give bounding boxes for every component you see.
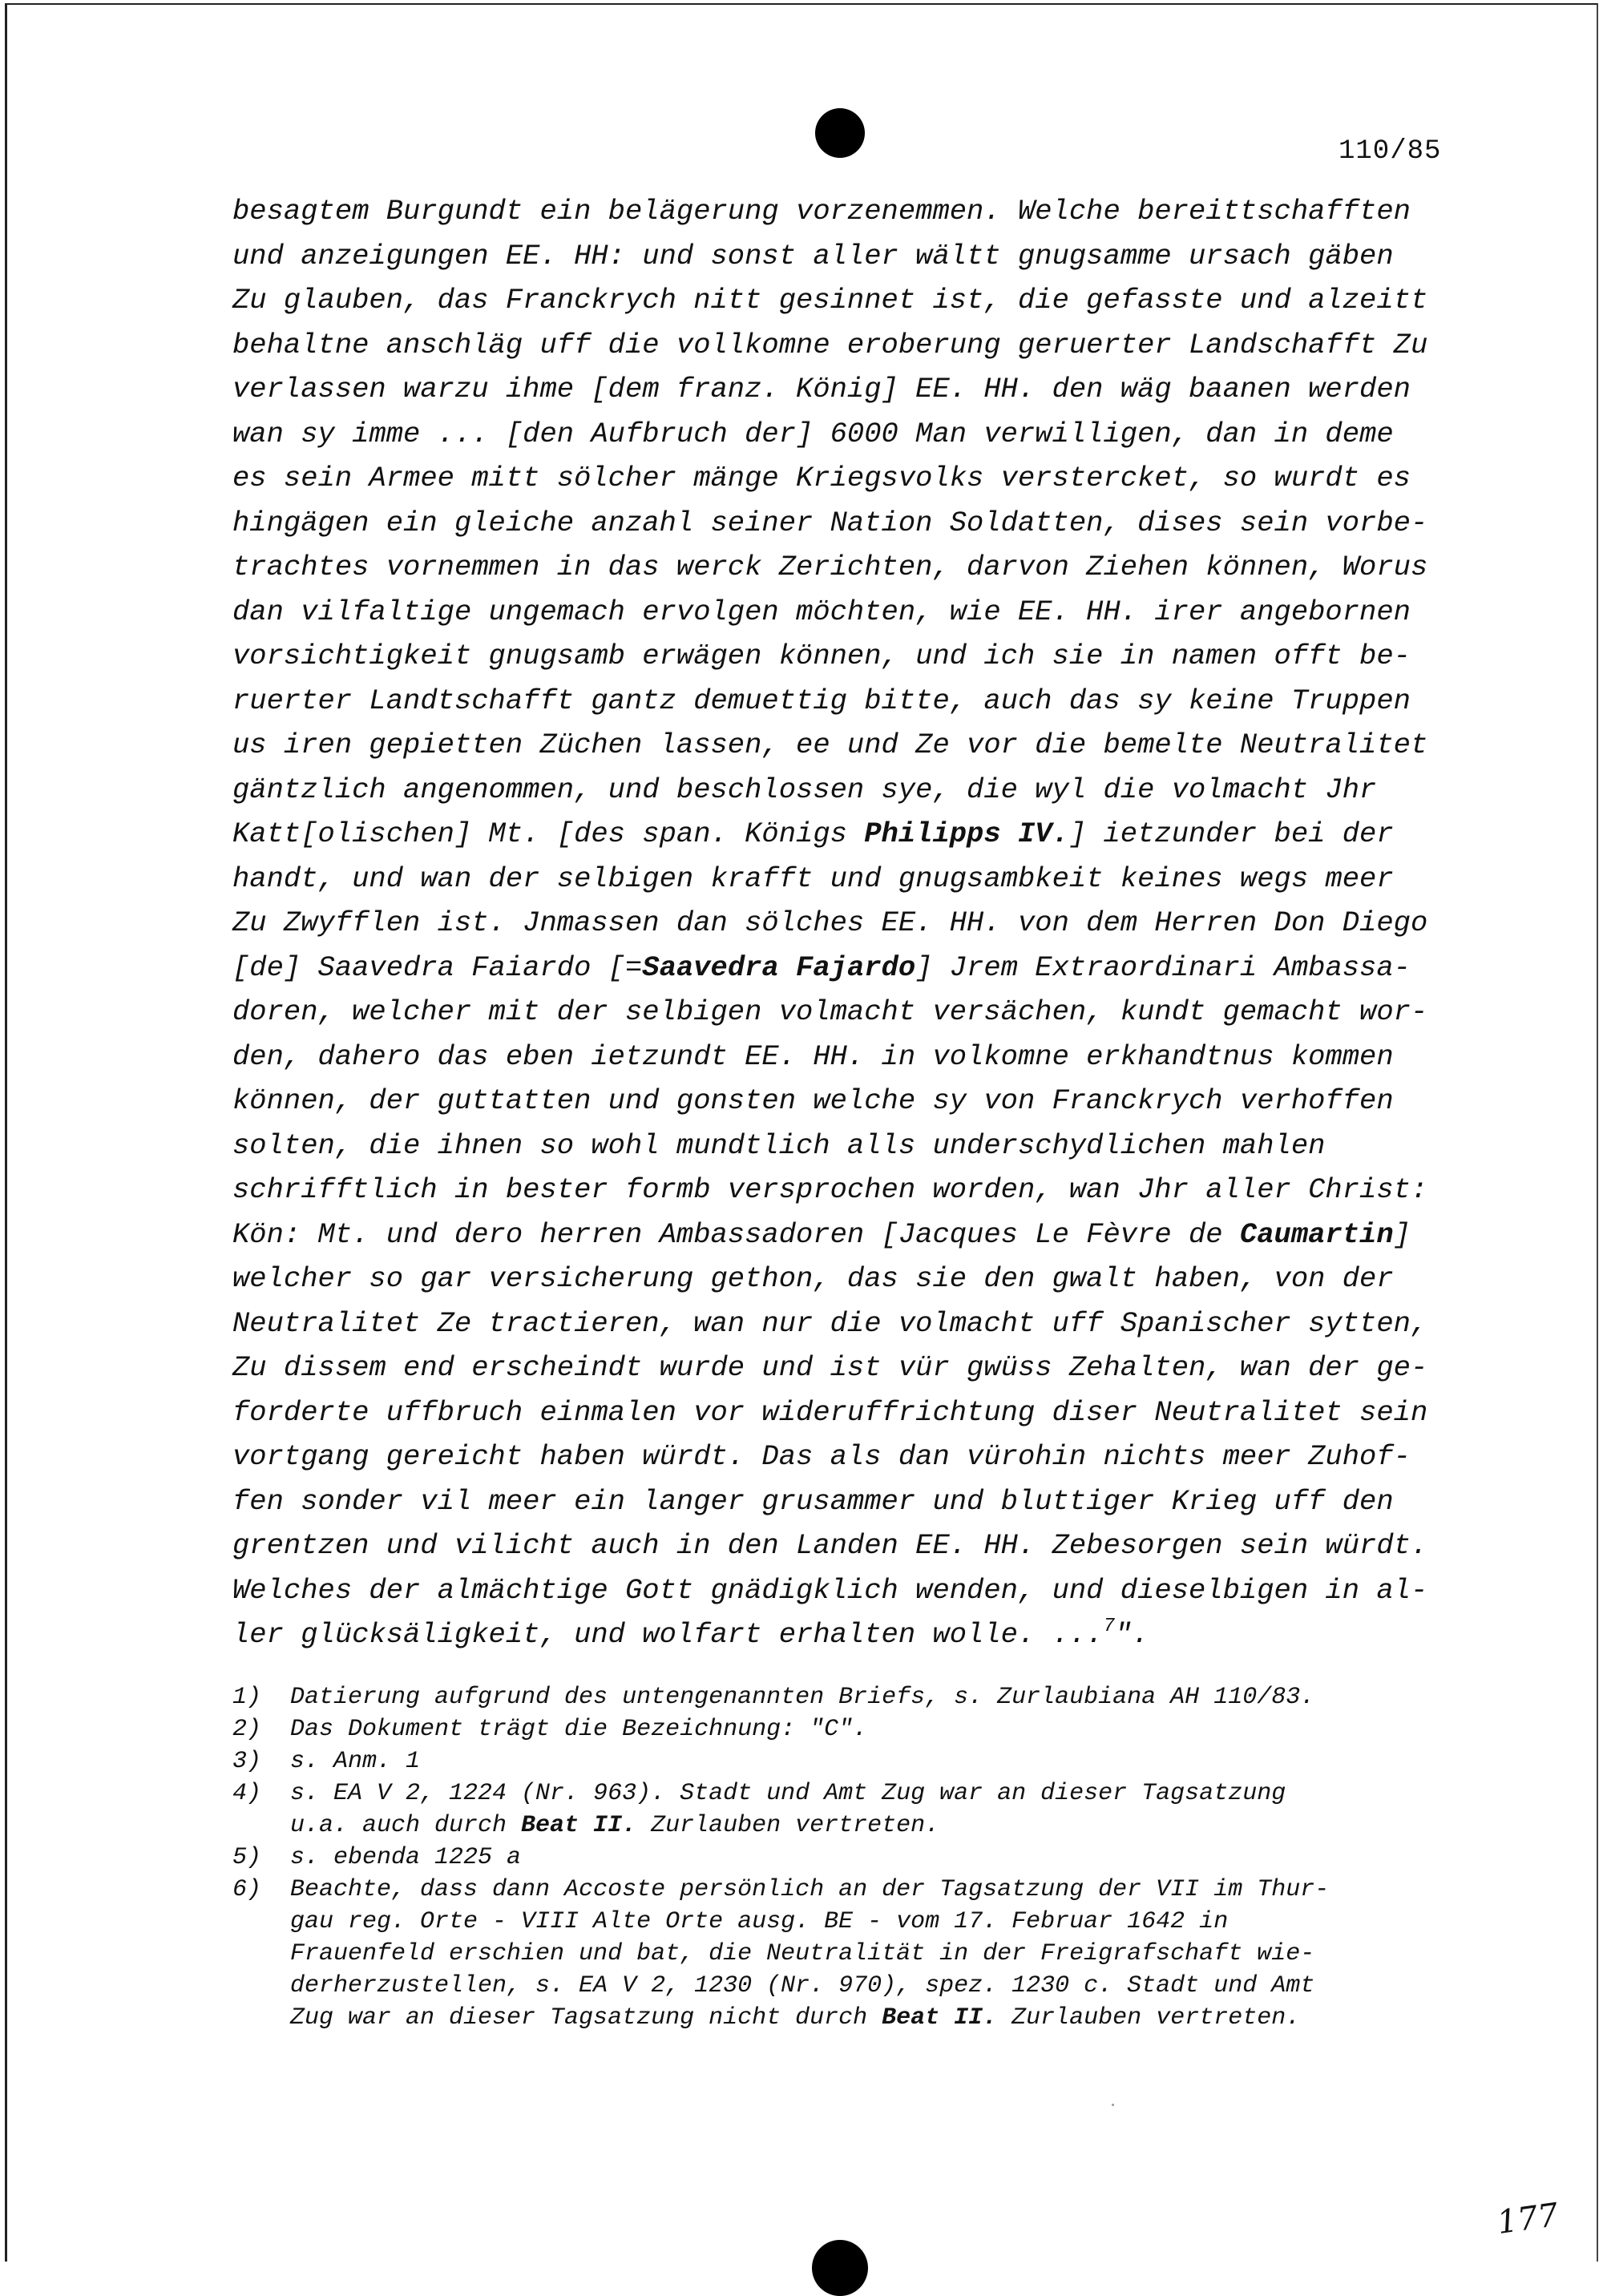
punch-hole-bottom [812,2240,868,2296]
text-line: solten, die ihnen so wohl mundtlich alls underschydlichen mahlen [232,1128,1326,1162]
text-line: den, dahero das eben ietzundt EE. HH. in volkomne erkhandtnus kommen [232,1039,1394,1073]
footnote-5: 5) s. ebenda 1225 a [232,1844,522,1871]
text-line: Kön: Mt. und dero herren Ambassadoren [Jacques Le Fèvre de Caumartin] [232,1217,1411,1251]
text-line: hingägen ein gleiche anzahl seiner Nation Soldatten, dises sein vorbe- [232,506,1428,539]
page-number: 110/85 [1339,136,1442,167]
bold-name: Philipps IV. [864,817,1069,850]
text-line: Zu Zwyfflen ist. Jnmassen dan sölches EE. HH. von dem Herren Don Diego [232,906,1428,939]
footnotes [232,1681,1483,2034]
handwritten-folio-number: 177 [1495,2196,1561,2242]
text-line: besagtem Burgundt ein belägerung vorzenemmen. Welche bereittschafften [232,195,1411,228]
bold-name: Caumartin [1239,1217,1394,1251]
text-line: dan vilfaltige ungemach ervolgen möchten, wie EE. HH. irer angebornen [232,595,1411,628]
text-line: [de] Saavedra Faiardo [=Saavedra Fajardo] Jrem Extraordinari Ambassa- [232,950,1411,984]
footnote-6: 6) Beachte, dass dann Accoste persönlich an der Tagsatzung der VII im Thur- gau reg. Orte - VIII Alte Orte ausg. BE - vom 17. Februar 1642 in Frauenfeld erschien und bat, die Neutralität in der Freigrafschaft wie- derherzustellen, s. EA V 2, 1230 (Nr. 970), spez. 1230 c. Stadt und Amt Zug war an dieser Tagsatzung nicht durch Beat II. Zurlauben vertreten. [232,1876,1330,2032]
text-line: behaltne anschläg uff die vollkomne eroberung geruerter Landschafft Zu [232,328,1428,361]
text-line: Zu dissem end erscheindt wurde und ist vür gwüss Zehalten, wan der ge- [232,1351,1428,1384]
text-line: doren, welcher mit der selbigen volmacht versächen, kundt gemacht wor- [232,995,1428,1028]
text-line: us iren gepietten Züchen lassen, ee und Ze vor die bemelte Neutralitet [232,728,1428,761]
text-line: können, der guttatten und gonsten welche sy von Franckrych verhoffen [232,1084,1394,1117]
footnote-2: 2) Das Dokument trägt die Bezeichnung: "C". [232,1716,868,1743]
footnote-3: 3) s. Anm. 1 [232,1748,421,1775]
footnote-ref: 7 [1103,1616,1115,1637]
footnote-4: 4) s. EA V 2, 1224 (Nr. 963). Stadt und Amt Zug war an dieser Tagsatzung u.a. auch durch Beat II. Zurlauben vertreten. [232,1780,1286,1839]
text-line: Neutralitet Ze tractieren, wan nur die volmacht uff Spanischer sytten, [232,1306,1428,1340]
scan-speck [1112,2104,1114,2106]
text-line: welcher so gar versicherung gethon, das sie den gwalt haben, von der [232,1262,1394,1295]
text-line: vortgang gereicht haben würdt. Das als dan vürohin nichts meer Zuhof- [232,1440,1411,1473]
text-line: Welches der almächtige Gott gnädigklich wenden, und dieselbigen in al- [232,1573,1428,1607]
main-text [232,189,1467,1657]
text-line: grentzen und vilicht auch in den Landen EE. HH. Zebesorgen sein würdt. [232,1529,1428,1562]
text-line: ler glücksäligkeit, und wolfart erhalten wolle. ...$^7$". [232,1616,1149,1651]
punch-hole-top [815,108,865,158]
text-line: und anzeigungen EE. HH: und sonst aller wältt gnugsamme ursach gäben [232,239,1394,272]
text-line: trachtes vornemmen in das werck Zerichten, darvon Ziehen können, Worus [232,551,1428,583]
text-line: verlassen warzu ihme [dem franz. König] EE. HH. den wäg baanen werden [232,373,1411,406]
bold-name: Saavedra Fajardo [642,950,916,984]
text-line: ruerter Landtschafft gantz demuettig bitte, auch das sy keine Truppen [232,684,1411,717]
text-line: forderte uffbruch einmalen vor wideruffrichtung diser Neutralitet sein [232,1395,1428,1429]
text-line: fen sonder vil meer ein langer grusammer und bluttiger Krieg uff den [232,1484,1394,1518]
footnote-1: 1) Datierung aufgrund des untengenannten Briefs, s. Zurlaubiana AH 110/83. [232,1684,1315,1711]
text-line: gäntzlich angenommen, und beschlossen sye, die wyl die volmacht Jhr [232,773,1377,806]
text-line: Zu glauben, das Franckrych nitt gesinnet ist, die gefasste und alzeitt [232,284,1428,317]
text-line: schrifftlich in bester formb versprochen worden, wan Jhr aller Christ: [232,1173,1428,1206]
text-line: handt, und wan der selbigen krafft und gnugsambkeit keines wegs meer [232,862,1394,895]
text-line: es sein Armee mitt sölcher mänge Kriegsvolks verstercket, so wurdt es [232,462,1411,494]
text-line: wan sy imme ... [den Aufbruch der] 6000 Man verwilligen, dan in deme [232,417,1394,450]
text-line: vorsichtigkeit gnugsamb erwägen können, und ich sie in namen offt be- [232,640,1411,672]
text-line: Katt[olischen] Mt. [des span. Königs Philipps IV.] ietzunder bei der [232,817,1394,850]
